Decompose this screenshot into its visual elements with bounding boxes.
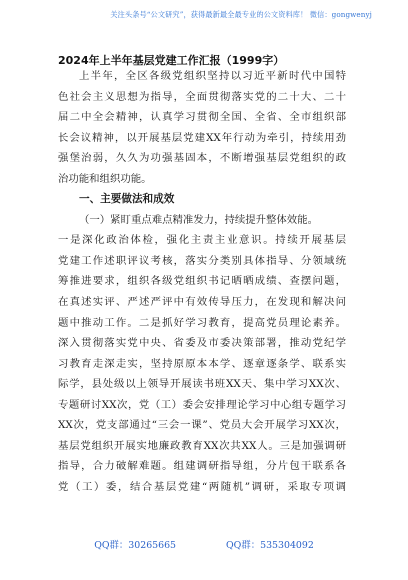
paragraph-line: 上半年，全区各级党组织坚持以习近平新时代中国特 [79, 70, 346, 82]
paragraph-line: 届二中全会精神，认真学习贯彻全国、全省、全市组织部 [58, 111, 346, 124]
paragraph-line: 色社会主义思想为指导，全面贯彻落实党的二十大、二十 [58, 90, 346, 103]
paragraph-line: 筹推进要求，组织各级党组织书记晒晒成绩、查摆问题， [58, 275, 346, 288]
paragraph-line: 际学，县处级以上领导开展读书班XX天、集中学习XX次、 [58, 378, 346, 391]
document-body [58, 66, 346, 497]
header-banner: 关注头条号“公文研究”，获得最新最全最专业的公文资料库！ 微信：gongwenyj [110, 10, 372, 19]
paragraph-line: （一）紧盯重点难点精准发力，持续提升整体效能。 [79, 213, 318, 226]
paragraph-line: 基层党组织开展实地廉政教育XX次共XX人。三是加强调研 [58, 439, 346, 452]
paragraph-line: 长会议精神，以开展基层党建XX年行动为牵引，持续用劲 [58, 131, 346, 144]
paragraph-line: 党建工作述职评议考核，落实分类别具体指导、分领域统 [58, 254, 346, 267]
section-heading: 一、主要做法和成效 [79, 193, 175, 206]
paragraph-line: 党（工）委，结合基层党建“两随机”调研，采取专项调 [58, 480, 346, 493]
paragraph-line: 专题研讨XX次，党（工）委会安排理论学习中心组专题学习 [58, 398, 346, 411]
footer-qq-group-2: QQ群：535304092 [226, 540, 314, 551]
paragraph-line: 习教育走深走实，坚持原原本本学、逐章逐条学、联系实 [58, 357, 346, 370]
paragraph-line: 深入贯彻落实党中央、省委及市委决策部署，推动党纪学 [58, 337, 346, 350]
paragraph-line: 在真述实评、严述严评中有效传导压力，在发现和解决问 [58, 296, 346, 309]
footer-contact [0, 537, 408, 551]
paragraph-line: 题中推动工作。二是抓好学习教育，提高党员理论素养。 [58, 316, 346, 329]
paragraph-line: 强堡治弱，久久为功强基固本，不断增强基层党组织的政 [58, 152, 346, 165]
paragraph-line: XX次，党支部通过“三会一课”、党员大会开展学习XX次， [58, 419, 346, 432]
footer-qq-group-1: QQ群：30265665 [94, 540, 177, 551]
paragraph-line: 一是深化政治体检，强化主责主业意识。持续开展基层 [58, 234, 346, 247]
paragraph-line: 治功能和组织功能。 [58, 172, 152, 185]
document-title: 2024年上半年基层党建工作汇报（1999字） [58, 54, 285, 67]
paragraph-line: 指导，合力破解难题。组建调研指导组，分片包干联系各 [58, 460, 346, 473]
